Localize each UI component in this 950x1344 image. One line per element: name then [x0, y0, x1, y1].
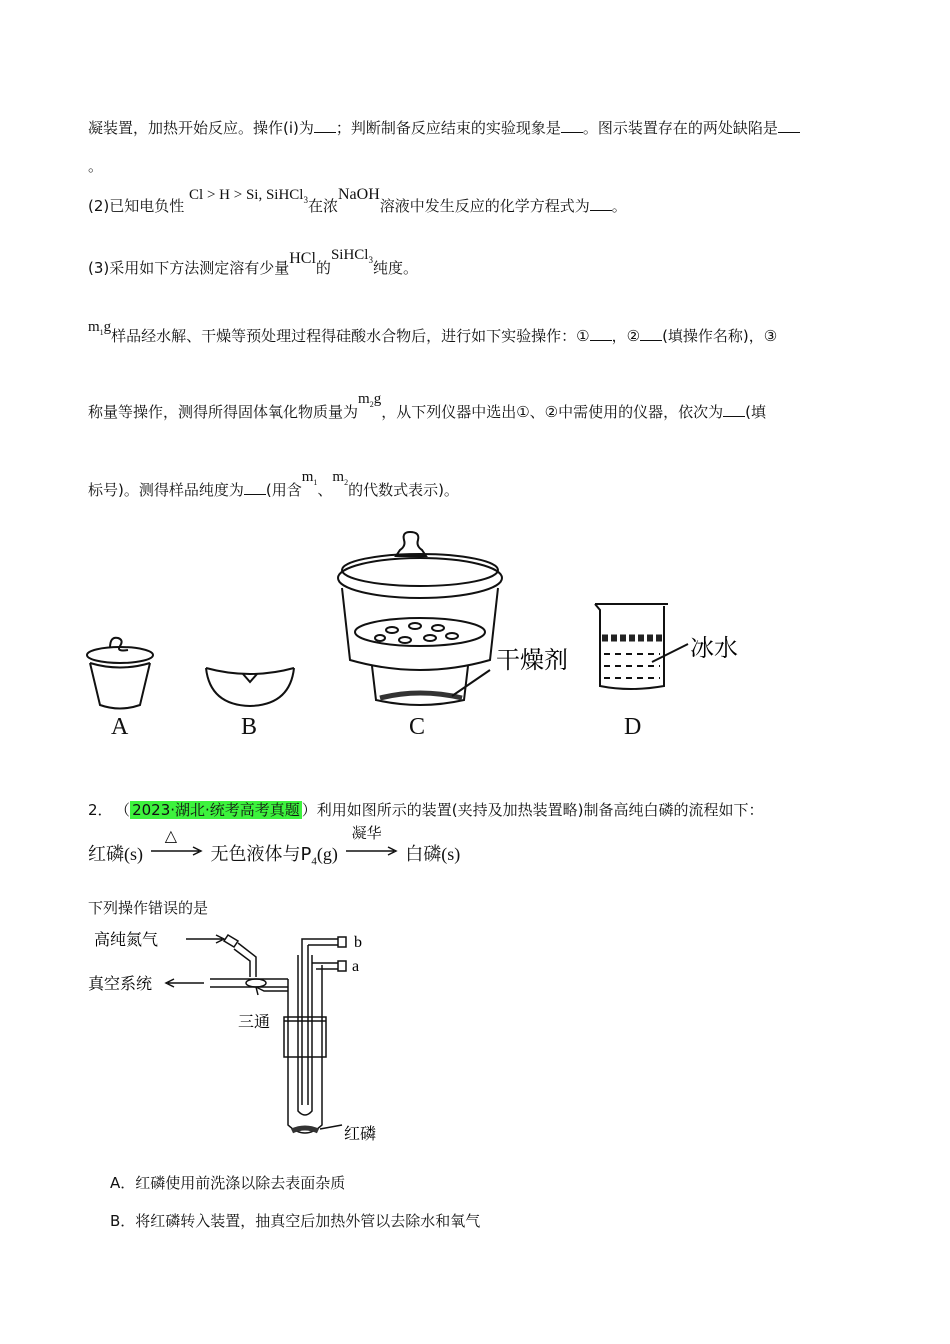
label-d: D	[624, 714, 642, 740]
q1-line-1: 凝装置，加热开始反应。操作(ⅰ)为 ；判断制备反应结束的实验现象是 。图示装置存在的两处缺陷是	[88, 118, 800, 138]
q1-line-2: (2)已知电负性 Cl > H > Si, SiHCl$_3$在浓NaOH溶液中发生反应的化学方程式为 。	[88, 186, 627, 215]
beaker-d	[595, 604, 688, 689]
sublimation-arrow: 凝华	[344, 840, 400, 861]
outlet-a-label: a	[352, 958, 360, 975]
flow-scheme: 红磷(s) △ 无色液体与$P_4(g)$ 凝华 白磷(s)	[88, 824, 461, 868]
evaporating-dish-b	[206, 668, 294, 706]
icewater-label: 冰水	[690, 634, 738, 662]
q2-prompt: 下列操作错误的是	[88, 899, 209, 917]
option-b[interactable]: B．将红磷转入装置，抽真空后加热外管以去除水和氧气	[110, 1212, 481, 1230]
label-b: B	[241, 714, 258, 740]
apparatus-diagram	[88, 925, 408, 1155]
crucible-a	[87, 638, 153, 709]
answer-blank[interactable]	[640, 326, 662, 341]
outlet-b-label: b	[354, 934, 362, 951]
answer-blank[interactable]	[723, 402, 745, 417]
label-c: C	[409, 714, 426, 740]
answer-blank[interactable]	[590, 326, 612, 341]
answer-blank[interactable]	[244, 480, 266, 495]
answer-blank[interactable]	[778, 118, 800, 133]
n2-label: 高纯氮气	[94, 930, 159, 949]
label-a: A	[111, 714, 129, 740]
instrument-figure	[80, 520, 800, 750]
tee-label: 三通	[238, 1012, 271, 1031]
answer-blank[interactable]	[590, 196, 612, 211]
source-tag[interactable]: 2023·湖北·统考高考真题	[132, 801, 300, 819]
vacuum-label: 真空系统	[88, 974, 153, 993]
red-phosphorus-label: 红磷	[344, 1124, 377, 1143]
option-a[interactable]: A．红磷使用前洗涤以除去表面杂质	[110, 1174, 346, 1192]
q1-line-4: $m_1g$样品经水解、干燥等预处理过程得硅酸水合物后，进行如下实验操作：① ，② (填操作名称)，③	[88, 319, 778, 345]
q1-line-3: (3)采用如下方法测定溶有少量HCl的SiHCl$_3$纯度。	[88, 247, 418, 277]
desiccator-c	[338, 532, 502, 705]
q1-line-1b: 。	[88, 157, 104, 175]
q2-header: 2． （ 2023·湖北·统考高考真题 ）利用如图所示的装置(夹持及加热装置略)制备高纯白磷的流程如下：	[88, 801, 764, 819]
desiccant-label: 干燥剂	[496, 646, 568, 674]
heat-arrow: △	[149, 840, 205, 861]
answer-blank[interactable]	[561, 118, 583, 133]
answer-blank[interactable]	[314, 118, 336, 133]
q1-line-6: 标号)。测得样品纯度为 (用含$m_1$、$m_2$的代数式表示)。	[88, 469, 459, 499]
q1-line-5: 称量等操作，测得所得固体氧化物质量为$m_2g$，从下列仪器中选出①、②中需使用的仪器，依次为 (填	[88, 391, 766, 421]
